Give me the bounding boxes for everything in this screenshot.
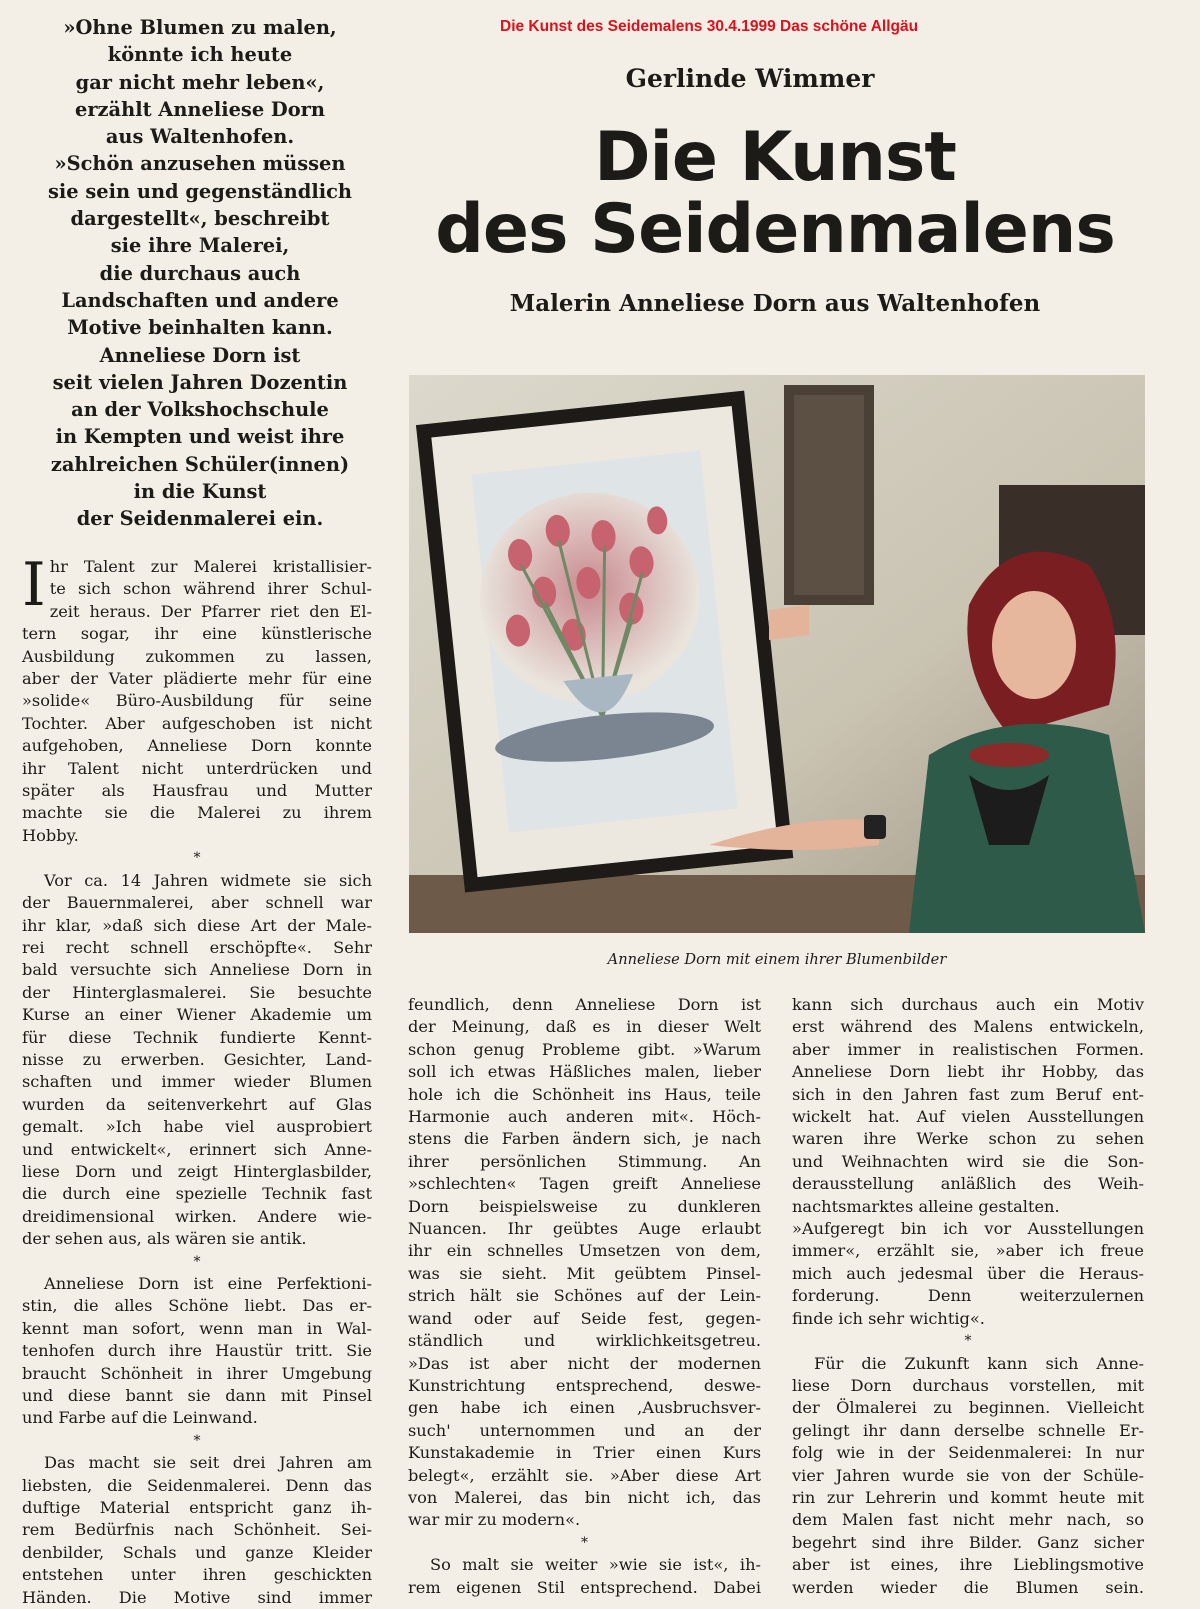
article-line: Ausbildung zukommen zu lassen, — [22, 646, 372, 666]
lead-paragraph — [14, 14, 386, 533]
article-line: erst während des Malens entwickeln, — [792, 1017, 1144, 1037]
article-column-1 — [22, 550, 372, 1609]
article-line: dreidimensional wirken. Andere wie- — [22, 1206, 372, 1226]
photo-caption: Anneliese Dorn mit einem ihrer Blumenbilder — [607, 951, 947, 968]
article-line: nachtsmarktes alleine gestalten. — [792, 1196, 1060, 1216]
lead-line: Landschaften und andere — [61, 288, 339, 312]
article-line: belegt«, erzählt sie. »Aber diese Art — [408, 1465, 761, 1485]
lead-line: Anneliese Dorn ist — [99, 343, 301, 367]
article-column-2 — [408, 994, 761, 1599]
article-line: Anneliese Dorn liebt ihr Hobby, das — [792, 1062, 1144, 1082]
article-line: war mir zu modern«. — [408, 1510, 581, 1530]
lead-line: »Schön anzusehen müssen — [54, 152, 346, 176]
article-line: Kurse an einer Wiener Akademie um — [22, 1005, 372, 1025]
article-line: gemalt. »Ich habe viel ausprobiert — [22, 1117, 372, 1137]
article-line: Dorn beispielsweise zu dunkleren — [408, 1196, 761, 1216]
article-line: Anneliese Dorn ist eine Perfektioni- — [44, 1274, 372, 1293]
article-line: und Farbe auf die Leinwand. — [22, 1408, 258, 1428]
lead-line: die durchaus auch — [99, 261, 301, 285]
article-line: Harmonie auch anderen mit«. Höch- — [408, 1107, 761, 1127]
lead-line: sie ihre Malerei, — [110, 234, 290, 258]
article-column-3 — [792, 994, 1144, 1599]
lead-line: sie sein und gegenständlich — [48, 179, 352, 203]
article-line: rem eigenen Stil entsprechend. Dabei — [408, 1577, 761, 1597]
section-separator: * — [581, 1534, 588, 1551]
section-separator: * — [193, 850, 201, 867]
article-line: feundlich, denn Anneliese Dorn ist — [408, 995, 761, 1014]
article-line: sich in den Jahren fast zum Beruf ent- — [792, 1084, 1144, 1104]
article-line: hole ich die Schönheit ins Haus, teile — [408, 1084, 761, 1104]
lead-line: aus Waltenhofen. — [105, 125, 295, 149]
article-line: der Ölmalerei zu beginnen. Vielleicht — [792, 1398, 1144, 1418]
article-line: braucht Schönheit in ihrer Umgebung — [22, 1363, 372, 1383]
photo-illustration — [409, 375, 1145, 933]
article-line: tern sogar, ihr eine künstlerische — [22, 624, 372, 644]
article-line: »schlechten« Tagen greift Anneliese — [408, 1174, 761, 1194]
article-line: ihr Talent nicht unterdrücken und — [22, 758, 372, 778]
article-line: aber immer in realistischen Formen. — [792, 1039, 1144, 1059]
article-line: aber der Vater plädierte mehr für eine — [22, 669, 372, 689]
lead-line: gar nicht mehr leben«, — [75, 70, 325, 94]
article-line: Tochter. Aber aufgeschoben ist nicht — [22, 713, 372, 733]
article-line: ihrer persönlichen Stimmung. An — [408, 1151, 761, 1171]
article-line: hr Talent zur Malerei kristallisier- — [49, 557, 372, 576]
section-separator: * — [193, 1432, 201, 1449]
article-line: stens die Farben ändern sich, je nach — [408, 1129, 761, 1149]
article-line: schaften und immer wieder Blumen — [22, 1072, 372, 1092]
article-line: machte sie die Malerei zu ihrem — [22, 803, 372, 823]
lead-line: in Kempten und weist ihre — [55, 425, 345, 449]
article-line: und Weihnachten wird sie die Son- — [792, 1151, 1144, 1171]
article-line: und diese bannt sie dann mit Pinsel — [22, 1386, 372, 1406]
drop-cap-block — [22, 550, 372, 623]
lead-line: dargestellt«, beschreibt — [70, 207, 330, 231]
article-line: Nuancen. Ihr geübtes Auge erlaubt — [408, 1219, 761, 1239]
article-line: finde ich sehr wichtig«. — [792, 1308, 985, 1328]
article-line: aber ist eines, ihre Lieblingsmotive — [792, 1555, 1144, 1575]
article-line: Kunstakademie in Trier einen Kurs — [408, 1443, 761, 1463]
lead-line: »Ohne Blumen zu malen, — [63, 16, 337, 39]
article-line: tenhofen durch ihre Haustür tritt. Sie — [22, 1341, 372, 1361]
article-line: folg wie in der Seidenmalerei: In nur — [792, 1443, 1144, 1463]
article-line: te sich schon während ihrer Schul- — [49, 579, 372, 599]
lead-line: seit vielen Jahren Dozentin — [52, 370, 348, 394]
headline-line: Die Kunst — [594, 118, 956, 197]
article-line: »Das ist aber nicht der modernen — [408, 1353, 761, 1373]
lead-line: der Seidenmalerei ein. — [76, 507, 324, 531]
article-line: für diese Technik fundierte Kennt- — [22, 1027, 372, 1047]
article-line: mich auch jedesmal über die Heraus- — [792, 1263, 1144, 1283]
article-photo — [409, 375, 1145, 933]
article-line: Hobby. — [22, 825, 79, 845]
article-line: denbilder, Schals und ganze Kleider — [22, 1542, 372, 1562]
article-line: vier Jahren wurde sie von der Schüle- — [792, 1465, 1144, 1485]
author-name: Gerlinde Wimmer — [625, 64, 875, 93]
article-line: schon genug Probleme gibt. »Warum — [408, 1039, 761, 1059]
article-line: von Malerei, das bin nicht ich, das — [408, 1487, 761, 1507]
article-line: Vor ca. 14 Jahren widmete sie sich — [44, 870, 372, 890]
article-line: später als Hausfrau und Mutter — [22, 781, 372, 801]
article-line: Das macht sie seit drei Jahren am — [44, 1453, 372, 1473]
lead-line: in die Kunst — [133, 480, 267, 504]
article-line: der Bauernmalerei, aber schnell war — [22, 893, 372, 913]
lead-line: zahlreichen Schüler(innen) — [50, 452, 350, 476]
lead-line: an der Volkshochschule — [71, 398, 329, 422]
article-line: immer«, erzählt sie, »aber ich freue — [792, 1241, 1144, 1261]
article-line: So malt sie weiter »wie sie ist«, ih- — [430, 1555, 761, 1575]
article-line: stin, die alles Schöne liebt. Das er- — [22, 1296, 372, 1316]
article-line: und entwickelt«, erinnert sich Anne- — [22, 1139, 372, 1159]
article-line: aufgehoben, Anneliese Dorn konnte — [22, 736, 372, 756]
article-line: »Aufgeregt bin ich vor Ausstellungen — [792, 1219, 1144, 1239]
article-line: ihr klar, »daß sich diese Art der Male- — [22, 915, 372, 935]
subtitle: Malerin Anneliese Dorn aus Waltenhofen — [509, 290, 1041, 317]
article-line: zeit heraus. Der Pfarrer riet den El- — [49, 601, 372, 621]
section-separator: * — [964, 1333, 972, 1350]
article-line: wand oder auf Seide fest, gegen- — [408, 1308, 761, 1328]
article-line: begehrt sind ihre Bilder. Ganz sicher — [792, 1532, 1144, 1552]
article-line: gen habe ich einen ,Ausbruchsver- — [408, 1398, 761, 1418]
article-line: wickelt hat. Auf vielen Ausstellungen — [792, 1107, 1144, 1127]
article-line: dem Malen fast nicht mehr nach, so — [792, 1510, 1144, 1530]
article-line: rei recht schnell erschöpfte«. Sehr — [22, 937, 372, 957]
article-line: liese Dorn und zeigt Hinterglasbilder, — [22, 1161, 372, 1181]
article-line: der Meinung, daß es in dieser Welt — [408, 1017, 761, 1037]
article-line: kann sich durchaus auch ein Motiv — [792, 995, 1144, 1014]
article-line: rin zur Lehrerin und kommt heute mit — [792, 1487, 1144, 1507]
section-separator: * — [193, 1253, 201, 1270]
article-line: was sie sieht. Mit geübtem Pinsel- — [408, 1263, 761, 1283]
source-note: Die Kunst des Seidemalens 30.4.1999 Das schöne Allgäu — [500, 18, 919, 35]
article-line: such' unternommen und an der — [408, 1420, 761, 1440]
article-line: strich hält sie Schönes auf der Lein- — [408, 1286, 761, 1306]
article-line: wurden da seitenverkehrt auf Glas — [22, 1094, 372, 1114]
article-line: kennt man sofort, wenn man in Wal- — [22, 1318, 372, 1338]
article-line: nisse zu erwerben. Gesichter, Land- — [22, 1049, 372, 1069]
lead-line: Motive beinhalten kann. — [67, 316, 333, 340]
headline — [400, 118, 1150, 269]
article-line: liebsten, die Seidenmalerei. Denn das — [22, 1475, 372, 1495]
article-line: Für die Zukunft kann sich Anne- — [814, 1353, 1144, 1373]
article-line: »solide« Büro-Ausbildung für seine — [22, 691, 372, 711]
drop-cap: I — [22, 550, 46, 620]
article-line: der Hinterglasmalerei. Sie besuchte — [22, 982, 372, 1002]
article-line: soll ich etwas Häßliches malen, lieber — [408, 1062, 761, 1082]
headline-line: des Seidenmalens — [435, 190, 1115, 269]
article-line: Kunstrichtung entsprechend, deswe- — [408, 1375, 761, 1395]
article-line: werden wieder die Blumen sein. — [792, 1577, 1144, 1597]
article-line: duftige Material entspricht ganz ih- — [22, 1498, 372, 1518]
article-line: rem Bedürfnis nach Schönheit. Sei- — [22, 1520, 372, 1540]
article-line: liese Dorn durchaus vorstellen, mit — [792, 1375, 1144, 1395]
article-line: forderung. Denn weiterzulernen — [792, 1286, 1144, 1306]
article-line: der sehen aus, als wären sie antik. — [22, 1229, 307, 1249]
article-line: gelingt ihr dann derselbe schnelle Er- — [792, 1420, 1144, 1440]
article-line: ständlich und wirklichkeitsgetreu. — [408, 1331, 761, 1351]
article-line: derausstellung anläßlich des Weih- — [792, 1174, 1144, 1194]
article-line: die durch eine spezielle Technik fast — [22, 1184, 372, 1204]
lead-line: könnte ich heute — [107, 43, 293, 67]
article-line: bald versuchte sich Anneliese Dorn in — [22, 960, 372, 980]
article-line: ihr ein schnelles Umsetzen von dem, — [408, 1241, 761, 1261]
article-line: entstehen unter ihren geschickten — [22, 1565, 372, 1585]
article-line: waren ihre Werke schon zu sehen — [792, 1129, 1144, 1149]
article-line: Händen. Die Motive sind immer — [22, 1587, 372, 1607]
lead-line: erzählt Anneliese Dorn — [74, 97, 325, 121]
